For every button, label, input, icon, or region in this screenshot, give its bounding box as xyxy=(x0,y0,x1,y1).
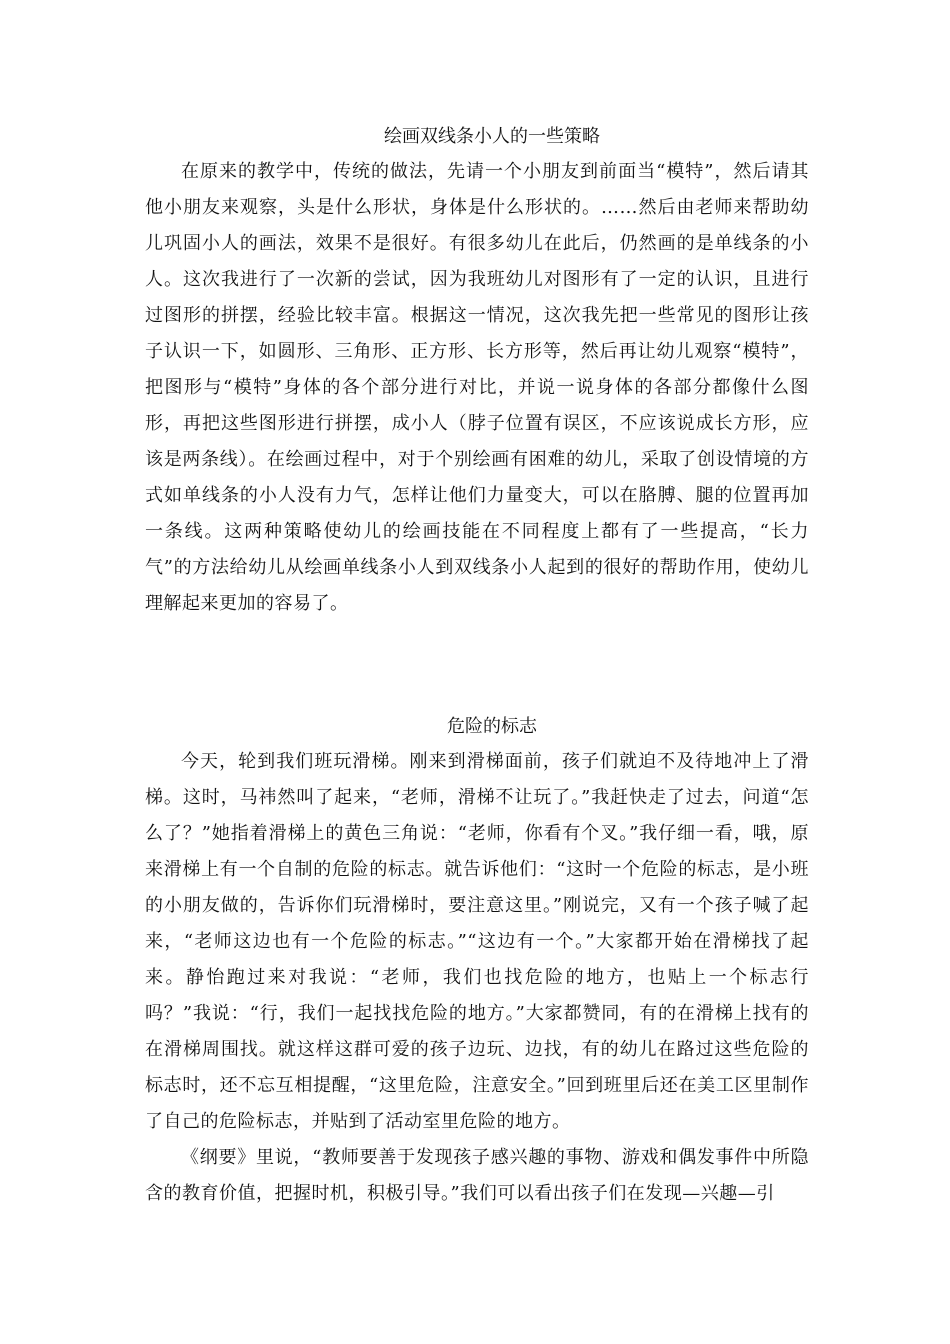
section-drawing-strategies xyxy=(145,124,809,622)
section-title: 绘画双线条小人的一些策略 xyxy=(384,126,600,147)
section-paragraph: 在原来的教学中，传统的做法，先请一个小朋友到前面当“模特”，然后请其他小朋友来观察，头是什么形状，身体是什么形状的。……然后由老师来帮助幼儿巩固小人的画法，效果不是很好。有很多幼儿在此后，仍然画的是单线条的小人。这次我进行了一次新的尝试，因为我班幼儿对图形有了一定的认识，且进行过图形的拼摆，经验比较丰富。根据这一情况，这次我先把一些常见的图形让孩子认识一下，如圆形、三角形、正方形、长方形等，然后再让幼儿观察“模特”，把图形与“模特”身体的各个部分进行对比，并说一说身体的各部分都像什么图形，再把这些图形进行拼摆，成小人（脖子位置有误区，不应该说成长方形，应该是两条线）。在绘画过程中，对于个别绘画有困难的幼儿，采取了创设情境的方式如单线条的小人没有力气，怎样让他们力量变大，可以在胳膊、腿的位置再加一条线。这两种策略使幼儿的绘画技能在不同程度上都有了一些提高，“长力气”的方法给幼儿从绘画单线条小人到双线条小人起到的很好的帮助作用，使幼儿理解起来更加的容易了。 xyxy=(145,161,809,614)
section-title: 危险的标志 xyxy=(447,716,537,737)
section-paragraph: 今天，轮到我们班玩滑梯。刚来到滑梯面前，孩子们就迫不及待地冲上了滑梯。这时，马祎然叫了起来，“老师，滑梯不让玩了。”我赶快走了过去，问道“怎么了？”她指着滑梯上的黄色三角说：“老师，你看有个叉。”我仔细一看，哦，原来滑梯上有一个自制的危险的标志。就告诉他们：“这时一个危险的标志，是小班的小朋友做的，告诉你们玩滑梯时，要注意这里。”刚说完，又有一个孩子喊了起来，“老师这边也有一个危险的标志。”“这边有一个。”大家都开始在滑梯找了起来。静怡跑过来对我说：“老师，我们也找危险的地方，也贴上一个标志行吗？”我说：“行，我们一起找找危险的地方。”大家都赞同，有的在滑梯上找有的在滑梯周围找。就这样这群可爱的孩子边玩、边找，有的幼儿在路过这些危险的标志时，还不忘互相提醒，“这里危险，注意安全。”回到班里后还在美工区里制作了自己的危险标志，并贴到了活动室里危险的地方。 xyxy=(145,751,809,1132)
section-danger-sign xyxy=(145,714,809,1212)
section-paragraph: 《纲要》里说，“教师要善于发现孩子感兴趣的事物、游戏和偶发事件中所隐含的教育价值，把握时机，积极引导。”我们可以看出孩子们在发现—兴趣—引 xyxy=(145,1147,809,1204)
